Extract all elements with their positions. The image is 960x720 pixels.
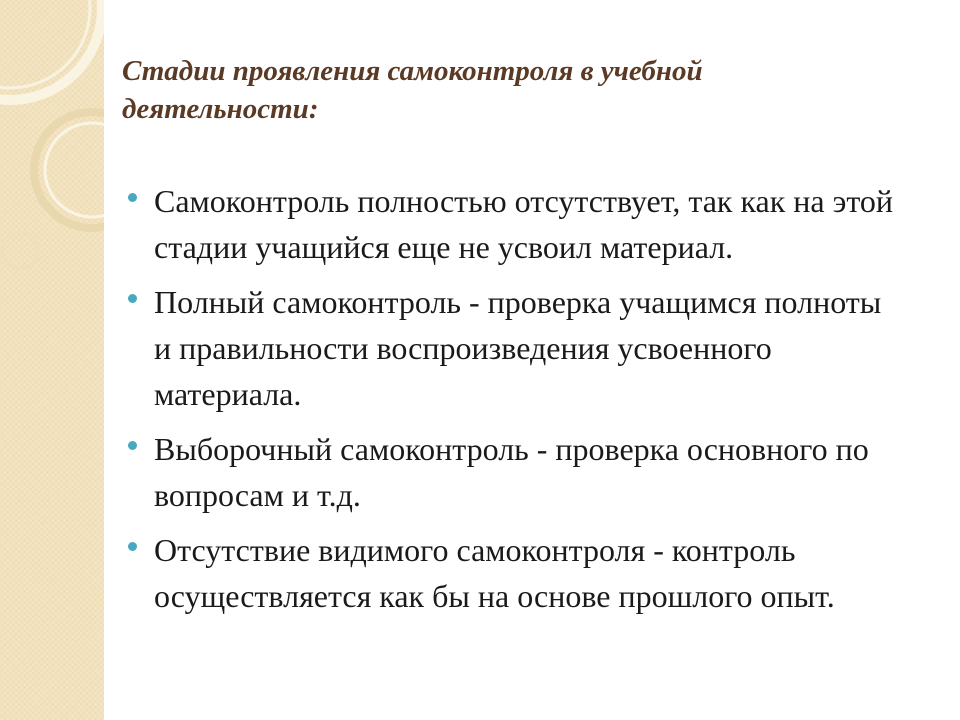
- bullet-text: Выборочный самоконтроль - проверка основного по вопросам и т.д.: [154, 431, 869, 513]
- bullet-dot-icon: [128, 193, 137, 202]
- bullet-dot-icon: [128, 441, 137, 450]
- slide-title: Стадии проявления самоконтроля в учебной деятельности:: [122, 55, 703, 125]
- decorative-side-band: [0, 0, 106, 720]
- bullet-item: [126, 527, 906, 619]
- bullet-text: Полный самоконтроль - проверка учащимся полноты и правильности воспроизведения усвоенного материала.: [154, 284, 882, 412]
- side-band-edge: [104, 0, 106, 720]
- bullet-dot-icon: [128, 294, 137, 303]
- bullet-list: [126, 178, 906, 628]
- bullet-item: [126, 279, 906, 417]
- bullet-item: [126, 426, 906, 518]
- bullet-dot-icon: [128, 542, 137, 551]
- bullet-text: Самоконтроль полностью отсутствует, так как на этой стадии учащийся еще не усвоил материал.: [154, 183, 893, 265]
- decorative-rings-icon: [0, 0, 106, 720]
- bullet-item: [126, 178, 906, 270]
- bullet-text: Отсутствие видимого самоконтроля - контроль осуществляется как бы на основе прошлого опыт.: [154, 532, 835, 614]
